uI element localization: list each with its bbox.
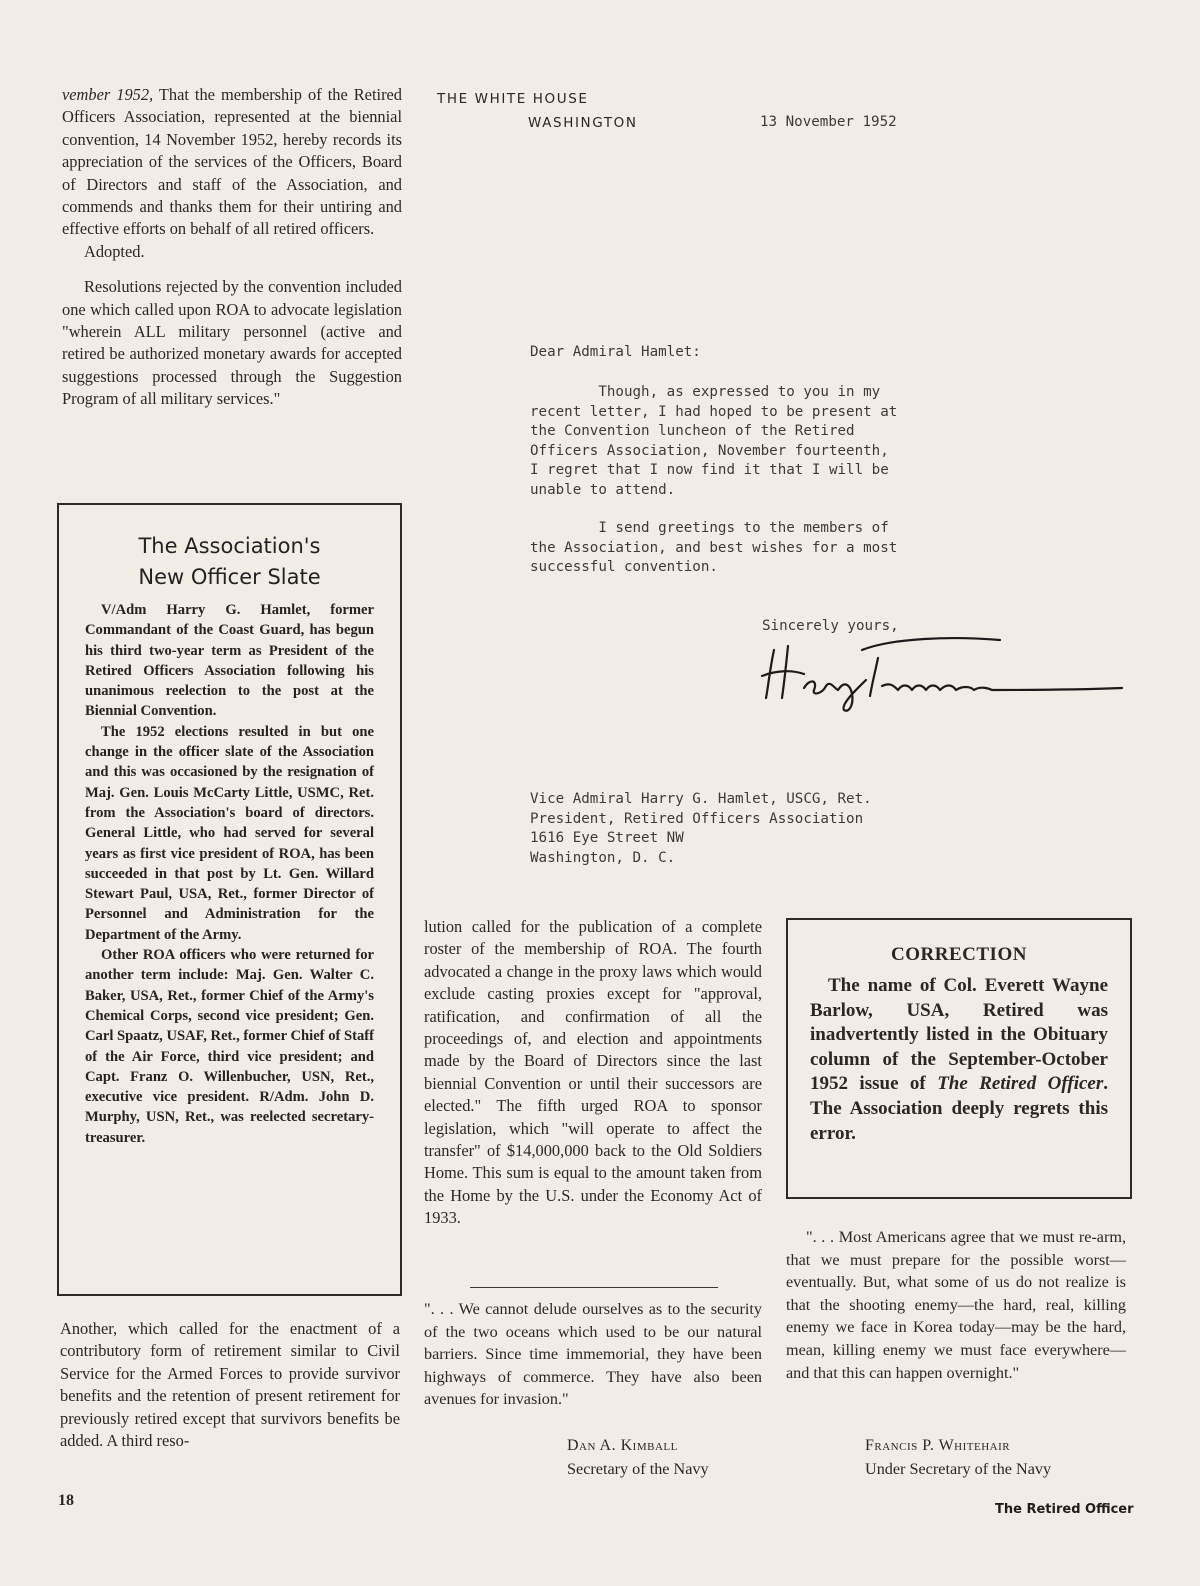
correction-body: The name of Col. Everett Wayne Barlow, USA, Retired was inadvertently listed in the Obituary column of the September-October 1952 issue of The Retired Officer. The Association deeply regrets this error. xyxy=(810,975,1108,1144)
middle-divider xyxy=(470,1287,718,1288)
publication-name: The Retired Officer xyxy=(995,1502,1134,1517)
correction-box xyxy=(786,918,1132,1199)
whitehair-quote xyxy=(786,1226,1126,1384)
left-column-top xyxy=(62,84,402,411)
middle-column-text xyxy=(424,916,762,1230)
correction-title: CORRECTION xyxy=(891,944,1027,965)
left-column-bottom xyxy=(60,1318,400,1452)
kimball-quote xyxy=(424,1298,762,1411)
kimball-quote-text: ". . . We cannot delude ourselves as to the security of the two oceans which used to be our natural barriers. Since time immemorial, they have been highways of commerce. They have also been avenues for invasion." xyxy=(424,1300,762,1409)
rejected-resolutions-paragraph: Resolutions rejected by the convention included one which called upon ROA to advocate legislation "wherein ALL military personnel (active and retired be authorized monetary awards for accepted suggestions processed through the Suggestion Program of all military services." xyxy=(62,277,402,409)
officer-slate-body xyxy=(85,600,374,1148)
contributory-retirement-paragraph: Another, which called for the enactment of a contributory form of retirement similar to Civil Service for the Armed Forces to provide survivor benefits and the retention of present retirement for previously retired except that survivors benefits be added. A third reso- xyxy=(60,1319,400,1451)
letter-body-1: Though, as expressed to you in my recent letter, I had hoped to be present at the Convention luncheon of the Retired Officers Association, November fourteenth, I regret that I now find it that I will be unable to attend. xyxy=(530,384,898,498)
slate-paragraph: V/Adm Harry G. Hamlet, former Commandant of the Coast Guard, has begun his third two-year term as President of the Retired Officers Association following his unanimous reelection to the post at the Biennial Convention. xyxy=(85,602,374,720)
resolution-paragraph: vember 1952, That the membership of the Retired Officers Association, represented at the biennial convention, 14 November 1952, hereby records its appreciation of the services of the Officers, Board of Directors and staff of the Association, and commends and thanks them for their untiring and effective efforts on behalf of all retired officers. xyxy=(62,85,402,239)
letter-address: Vice Admiral Harry G. Hamlet, USCG, Ret. President, Retired Officers Association 1616 Eye Street NW Washington, D. C. xyxy=(530,791,872,866)
officer-slate-title: The Association's New Officer Slate xyxy=(138,534,321,589)
slate-paragraph: The 1952 elections resulted in but one change in the officer slate of the Association and this was occasioned by the resignation of Maj. Gen. Louis McCarty Little, USMC, Ret. from the Association's board of directors. General Little, who had served for several years as first vice president of ROA, has been succeeded in that post by Lt. Gen. Willard Stewart Paul, USA, Ret., former Director of Personnel and Administration for the Department of the Army. xyxy=(85,723,374,943)
kimball-quote-author: Dan A. Kimball xyxy=(567,1437,678,1454)
letter-salutation: Dear Admiral Hamlet: xyxy=(530,344,701,360)
whitehair-quote-author: Francis P. Whitehair xyxy=(865,1437,1011,1454)
whitehair-quote-text: ". . . Most Americans agree that we must re-arm, that we must prepare for the possible worst—eventually. But, what some of us do not realize is that the shooting enemy—the hard, real, killing enemy we face in Korea today—may be the hard, mean, killing enemy we must face everywhere—and that this can happen overnight." xyxy=(786,1228,1126,1382)
adopted-text: Adopted. xyxy=(84,241,145,261)
whitehair-quote-title: Under Secretary of the Navy xyxy=(865,1460,1052,1478)
resolutions-continued-paragraph: lution called for the publication of a complete roster of the membership of ROA. The fourth advocated a change in the proxy laws which would exclude casting proxies except for "approval, ratification, and confirmation of all the proceedings of, and election and appointments made by the Board of Directors since the last biennial Convention or until their successors are elected." The fifth urged ROA to sponsor legislation, which "will operate to affect the transfer" of $14,000,000 back to the Old Soldiers Home. This sum is equal to the amount taken from the Home by the U.S. under the Economy Act of 1933. xyxy=(424,917,762,1228)
signature-image xyxy=(752,628,1132,716)
kimball-quote-title: Secretary of the Navy xyxy=(567,1460,709,1478)
letterhead-washington: WASHINGTON xyxy=(528,115,638,131)
page-number: 18 xyxy=(58,1492,74,1509)
letter-date: 13 November 1952 xyxy=(760,114,897,130)
slate-paragraph: Other ROA officers who were returned for another term include: Maj. Gen. Walter C. Baker, USA, Ret., former Chief of the Army's Chemical Corps, second vice president; Gen. Carl Spaatz, USAF, Ret., former Chief of Staff of the Air Force, third vice president; and Capt. Franz O. Willenbucher, USN, Ret., executive vice president. R/Adm. John D. Murphy, USN, Ret., was reelected secretary-treasurer. xyxy=(85,947,374,1146)
officer-slate-box xyxy=(57,503,402,1296)
letter-closing: Sincerely yours, xyxy=(762,618,899,634)
letter-body-2: I send greetings to the members of the Association, and best wishes for a most successful convention. xyxy=(530,520,898,575)
letterhead-white-house: THE WHITE HOUSE xyxy=(437,91,589,107)
